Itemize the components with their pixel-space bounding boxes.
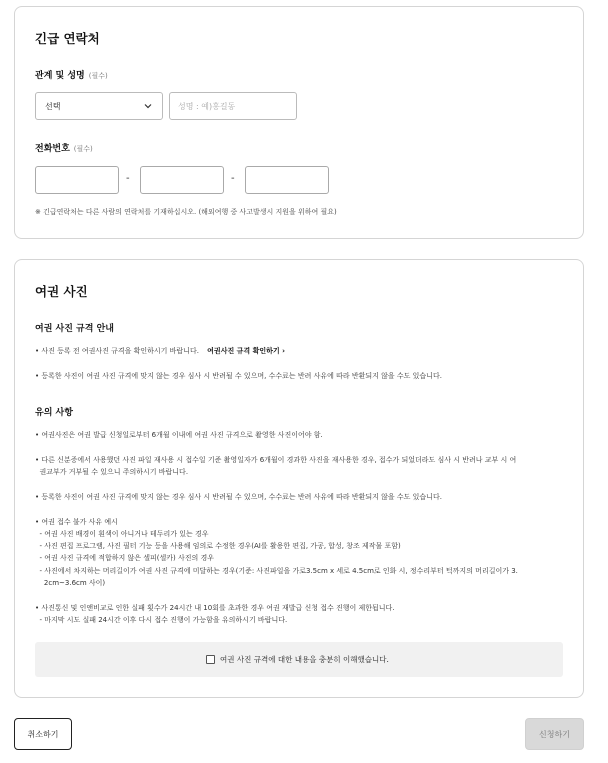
phone-label-text: 전화번호	[35, 144, 70, 154]
caution-sub-item: - 마지막 시도 실패 24시간 이후 다시 접수 진행이 가능함을 유의하시기 바랍니다.	[35, 616, 288, 624]
relation-select-value: 선택	[45, 102, 61, 111]
caution-sub-item: - 사진에서 차지하는 머리길이가 여권 사진 규격에 미달하는 경우(기준: 사진파일을 가로3.5cm x 세로 4.5cm로 인화 시, 정수리부터 턱까지의 머리길이가 3.	[35, 567, 518, 575]
relation-select[interactable]	[35, 92, 163, 120]
required-mark: (필수)	[73, 145, 93, 153]
relation-label-text: 관계 및 성명	[35, 71, 85, 81]
caution-item: • 사진통신 및 인앤비교로 인한 실패 횟수가 24시간 내 10회를 초과한 경우 여권 재발급 신청 접수 진행이 제한됩니다.	[35, 604, 395, 612]
agree-label[interactable]: 여권 사진 규격에 대한 내용을 충분히 이해했습니다.	[220, 655, 389, 664]
caution-sub-item: 2cm~3.6cm 사이)	[35, 579, 106, 587]
relation-label	[35, 68, 108, 81]
phone-input-3[interactable]	[245, 166, 329, 194]
agree-box	[35, 642, 563, 677]
chevron-down-icon	[142, 100, 154, 112]
caution-sub-item: - 여권 사진 배경이 흰색이 아니거나 테두리가 있는 경우	[35, 530, 209, 538]
phone-separator: -	[231, 173, 235, 184]
phone-input-1[interactable]	[35, 166, 119, 194]
emergency-title: 긴급 연락처	[35, 31, 100, 46]
guide-line-1	[35, 347, 285, 355]
caution-sub-item: - 여권 사진 규격에 적합하지 않은 셀피(셀카) 사진의 경우	[35, 554, 215, 562]
phone-separator: -	[126, 173, 130, 184]
guide-line-2: • 등록한 사진이 여권 사진 규격에 맞지 않는 경우 심사 시 반려될 수 있으며, 수수료는 반려 사유에 따라 반환되지 않을 수도 있습니다.	[35, 372, 442, 380]
passport-photo-card	[14, 259, 584, 698]
phone-input-2[interactable]	[140, 166, 224, 194]
checkbox-icon[interactable]	[206, 655, 215, 664]
caution-item: • 다른 신분증에서 사용했던 사진 파일 재사용 시 접수일 기준 촬영일자가 6개월이 경과한 사진을 재사용한 경우, 접수가 되었더라도 심사 시 반려나 교부 시 여	[35, 456, 517, 464]
emergency-contact-card	[14, 6, 584, 239]
caution-item: • 등록한 사진이 여권 사진 규격에 맞지 않는 경우 심사 시 반려될 수 있으며, 수수료는 반려 사유에 따라 반환되지 않을 수도 있습니다.	[35, 493, 442, 501]
guide-title: 여권 사진 규격 안내	[35, 324, 114, 334]
caution-item: • 여권사진은 여권 발급 신청일로부터 6개월 이내에 여권 사진 규격으로 촬영한 사진이어야 함.	[35, 431, 323, 439]
passport-guide-link[interactable]: 여권사진 규격 확인하기 ›	[207, 347, 285, 355]
apply-button[interactable]: 신청하기	[525, 718, 584, 750]
passport-photo-title: 여권 사진	[35, 284, 88, 299]
required-mark: (필수)	[88, 72, 108, 80]
caution-sub-item: - 사진 편집 프로그램, 사진 필터 기능 등을 사용해 임의로 수정한 경우(AI를 활용한 편집, 가공, 합성, 창조 제작물 포함)	[35, 542, 401, 550]
caution-item: • 여권 접수 불가 사유 예시	[35, 518, 118, 526]
guide-line-1-text: • 사진 등록 전 여권사진 규격을 확인하시기 바랍니다.	[35, 347, 199, 355]
caution-title: 유의 사항	[35, 408, 73, 418]
emergency-note: ※ 긴급연락처는 다른 사람의 연락처를 기재하십시오. (해외여행 중 사고발생시 지원을 위하여 필요)	[35, 208, 337, 216]
name-input[interactable]	[169, 92, 297, 120]
cancel-button[interactable]: 취소하기	[14, 718, 72, 750]
phone-label	[35, 141, 93, 154]
caution-item: 권교부가 거부될 수 있으니 주의하시기 바랍니다.	[35, 468, 189, 476]
